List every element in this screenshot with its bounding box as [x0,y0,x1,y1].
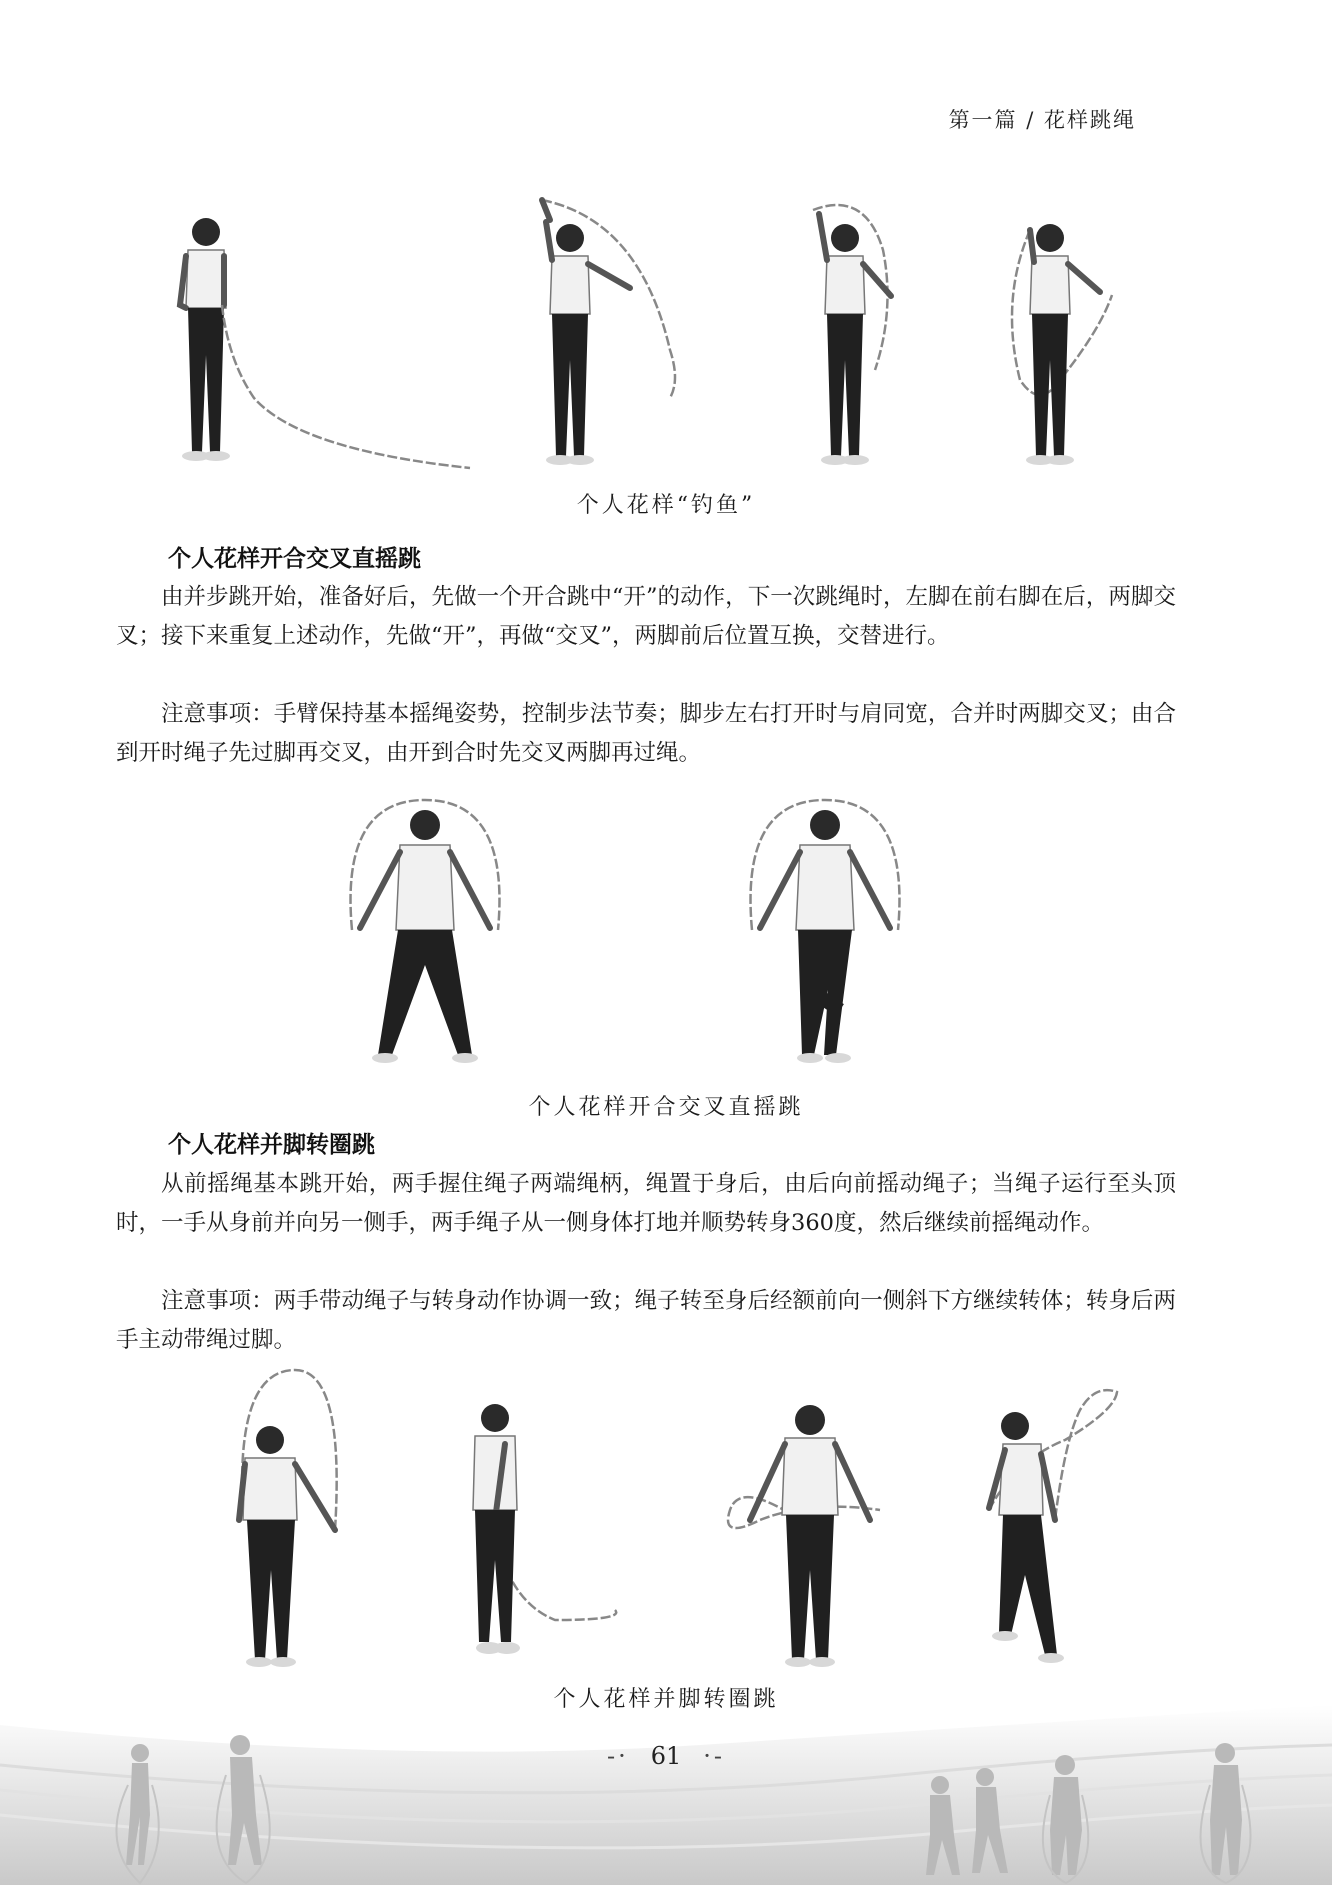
photo-turn-step-3 [720,1370,890,1670]
paragraph-open-close-cross-method: 由并步跳开始，准备好后，先做一个开合跳中“开”的动作，下一次跳绳时，左脚在前右脚在后，两脚交叉；接下来重复上述动作，先做“开”，再做“交叉”，两脚前后位置互换，交替进行。 [116,584,1176,649]
page-number [0,1742,1332,1770]
section-heading-open-close-cross: 个人花样开合交叉直摇跳 [168,546,421,572]
footer-decorative-band [0,1705,1332,1885]
paragraph-feet-together-turn-notes: 注意事项：两手带动绳子与转身动作协调一致；绳子转至身后经额前向一侧斜下方继续转体；转身后两手主动带绳过脚。 [116,1288,1176,1353]
photo-turn-step-2 [465,1370,625,1670]
figure-caption-open-close-cross: 个人花样开合交叉直摇跳 [528,1095,804,1120]
photo-open-close-step-cross [740,790,910,1070]
photo-fishing-step-2 [520,180,730,480]
paragraph-open-close-cross-notes: 注意事项：手臂保持基本摇绳姿势，控制步法节奏；脚步左右打开时与肩同宽，合并时两脚交叉；由合到开时绳子先过脚再交叉，由开到合时先交叉两脚再过绳。 [116,701,1176,766]
figure-caption-fishing: 个人花样“钓鱼” [576,493,756,518]
photo-fishing-step-1 [170,180,480,480]
photo-open-close-step-open [340,790,510,1070]
photo-turn-step-4 [985,1370,1135,1670]
photo-turn-step-1 [225,1370,365,1670]
figure-caption-feet-together-turn: 个人花样并脚转圈跳 [553,1687,779,1712]
photo-fishing-step-3 [795,180,955,480]
page-number-dash-left: -· [606,1742,629,1770]
page-number-dash-right: ·- [703,1742,726,1770]
page-number-value: 61 [650,1742,682,1770]
photo-fishing-step-4 [1000,180,1140,480]
paragraph-feet-together-turn-method: 从前摇绳基本跳开始，两手握住绳子两端绳柄，绳置于身后，由后向前摇动绳子；当绳子运行至头顶时，一手从身前并向另一侧手，两手绳子从一侧身体打地并顺势转身360度，然后继续前摇绳动作。 [116,1171,1176,1236]
figure-fishing-photos [0,180,1332,480]
figure-feet-together-turn-photos [0,1370,1332,1670]
figure-open-close-cross-photos [0,790,1332,1070]
running-header: 第一篇 / 花样跳绳 [948,108,1136,132]
section-heading-feet-together-turn: 个人花样并脚转圈跳 [168,1132,375,1158]
